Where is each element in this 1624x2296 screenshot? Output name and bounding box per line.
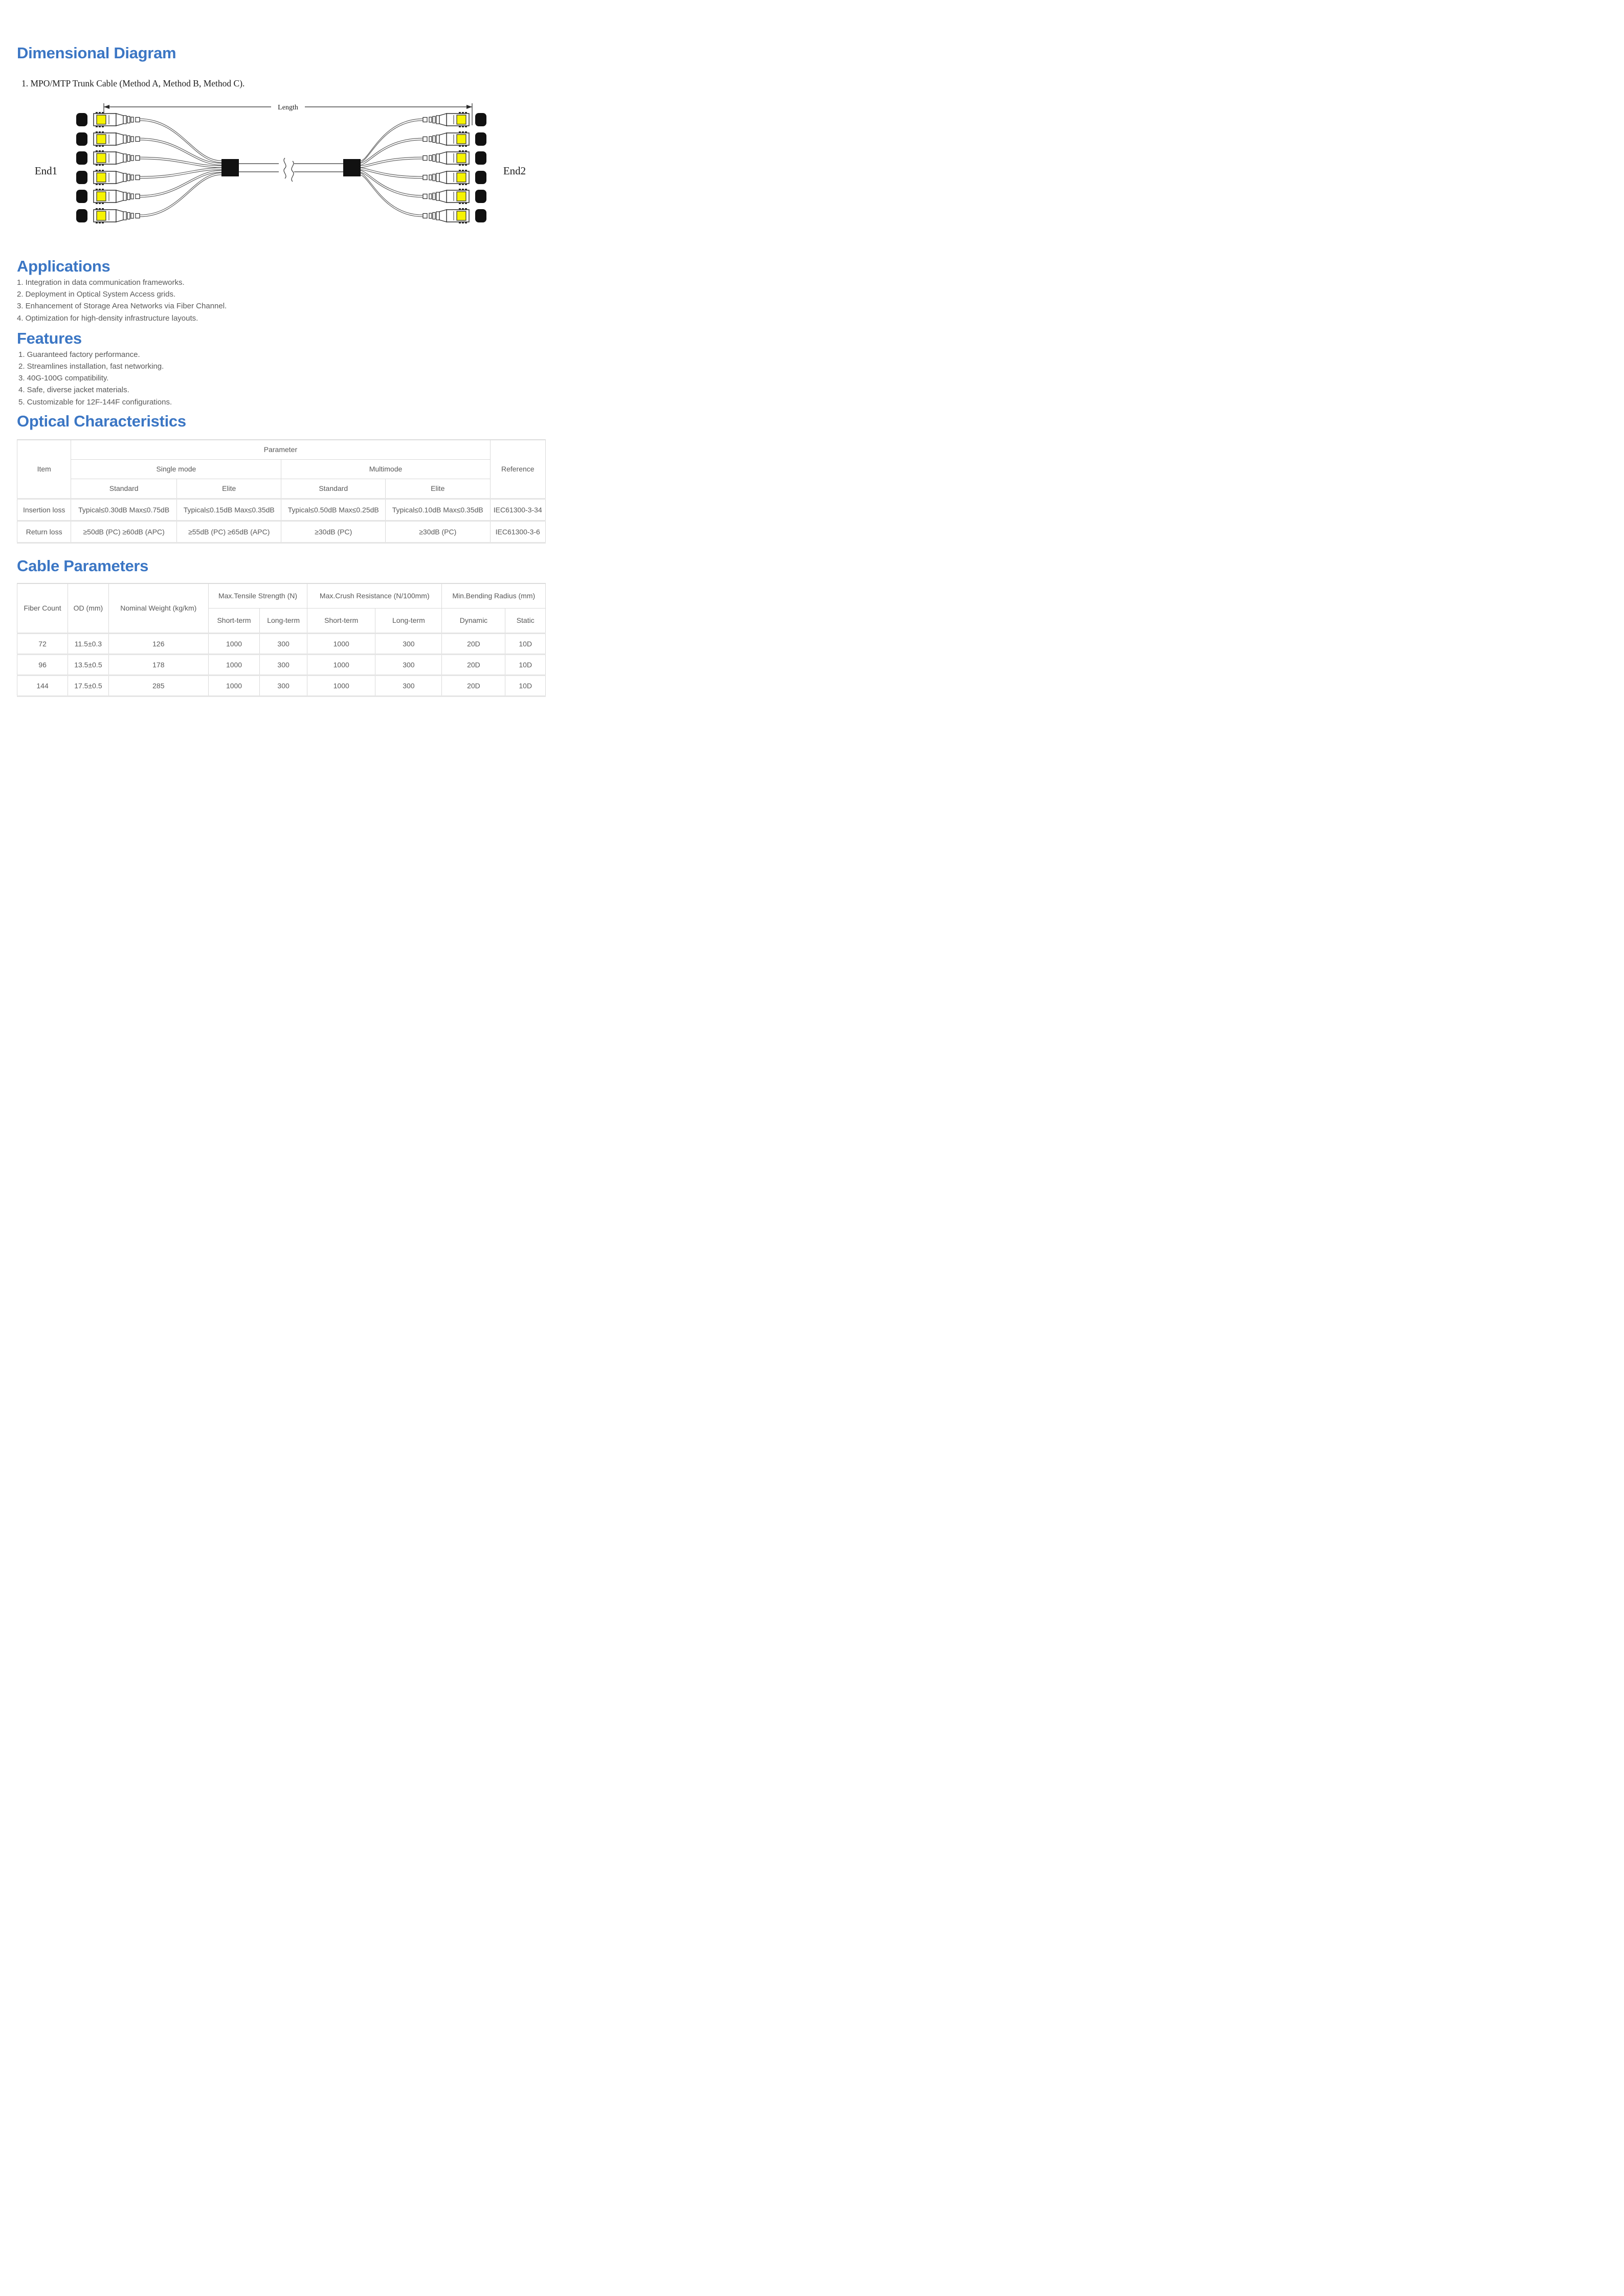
list-item: 1. Guaranteed factory performance. xyxy=(18,350,140,359)
dimension-arrow-right xyxy=(466,105,472,109)
table-cell: 144 xyxy=(17,675,68,696)
breakout-cables-right xyxy=(360,119,423,217)
section-title-features: Features xyxy=(17,329,82,347)
mpo-connector xyxy=(423,131,486,147)
list-item: 3. 40G-100G compatibility. xyxy=(18,374,109,383)
table-cell: 20D xyxy=(442,675,505,696)
optical-characteristics-table xyxy=(17,439,546,544)
table-cell: Typical≤0.50dB Max≤0.25dB xyxy=(281,499,386,521)
table-cell: Typical≤0.30dB Max≤0.75dB xyxy=(71,499,177,521)
list-item: 2. Streamlines installation, fast networking. xyxy=(18,362,164,371)
table-row-insertion-loss xyxy=(17,499,546,521)
col-header-nominal-weight: Nominal Weight (kg/km) xyxy=(108,583,208,634)
section-title-cable-parameters: Cable Parameters xyxy=(17,556,149,575)
list-item: 1. Integration in data communication frameworks. xyxy=(17,278,185,287)
col-header-elite: Elite xyxy=(176,479,281,499)
section-title-optical-characteristics: Optical Characteristics xyxy=(17,412,186,430)
table-cell: 10D xyxy=(505,633,546,654)
table-header-row xyxy=(17,479,546,499)
table-cell: 300 xyxy=(260,675,307,696)
col-header-long-term: Long-term xyxy=(375,608,442,633)
table-cell: 11.5±0.3 xyxy=(68,633,109,654)
table-cell: ≥30dB (PC) xyxy=(385,521,490,543)
trunk-cable-diagram xyxy=(17,101,546,239)
table-cell: 126 xyxy=(108,633,208,654)
section-title-applications: Applications xyxy=(17,257,110,275)
table-cell: 17.5±0.5 xyxy=(68,675,109,696)
table-cell: 10D xyxy=(505,654,546,675)
col-header-bending-radius: Min.Bending Radius (mm) xyxy=(442,583,546,609)
list-item: 4. Optimization for high-density infrastructure layouts. xyxy=(17,313,198,323)
dimension-arrow-left xyxy=(104,105,109,109)
list-item: 3. Enhancement of Storage Area Networks via Fiber Channel. xyxy=(17,302,227,311)
col-header-standard: Standard xyxy=(71,479,177,499)
table-header-row xyxy=(17,440,546,460)
end2-connectors xyxy=(423,112,486,223)
mpo-connector xyxy=(76,170,140,185)
col-header-elite: Elite xyxy=(385,479,490,499)
col-header-crush-resistance: Max.Crush Resistance (N/100mm) xyxy=(307,583,442,609)
breakout-cables-left xyxy=(140,119,221,217)
col-header-long-term: Long-term xyxy=(260,608,307,633)
table-cell: 1000 xyxy=(307,675,375,696)
mpo-connector xyxy=(423,208,486,223)
table-cell: 285 xyxy=(108,675,208,696)
mpo-connector xyxy=(423,170,486,185)
mpo-connector xyxy=(423,189,486,204)
col-header-single-mode: Single mode xyxy=(71,459,281,479)
table-cell: 10D xyxy=(505,675,546,696)
table-cell: 300 xyxy=(260,633,307,654)
mpo-connector xyxy=(76,112,140,127)
table-header-row xyxy=(17,583,546,609)
furcation-block-left xyxy=(221,159,239,176)
table-row xyxy=(17,654,546,675)
col-header-reference: Reference xyxy=(490,440,545,499)
table-cell: 1000 xyxy=(307,633,375,654)
table-cell: Return loss xyxy=(17,521,71,543)
table-cell: ≥55dB (PC) ≥65dB (APC) xyxy=(176,521,281,543)
diagram-caption: 1. MPO/MTP Trunk Cable (Method A, Method B, Method C). xyxy=(21,78,245,88)
table-cell: 300 xyxy=(375,633,442,654)
furcation-block-right xyxy=(343,159,361,176)
table-cell: 300 xyxy=(375,675,442,696)
col-header-dynamic: Dynamic xyxy=(442,608,505,633)
list-item: 5. Customizable for 12F-144F configurations. xyxy=(18,397,172,407)
list-item: 4. Safe, diverse jacket materials. xyxy=(18,386,129,395)
end1-connectors xyxy=(76,112,140,223)
mpo-connector xyxy=(423,112,486,127)
features-list xyxy=(17,349,546,408)
table-cell: 96 xyxy=(17,654,68,675)
col-header-static: Static xyxy=(505,608,546,633)
table-cell: 72 xyxy=(17,633,68,654)
table-cell: 20D xyxy=(442,633,505,654)
table-cell: 1000 xyxy=(307,654,375,675)
datasheet-page xyxy=(0,0,563,840)
table-cell: 20D xyxy=(442,654,505,675)
table-cell: ≥30dB (PC) xyxy=(281,521,386,543)
end1-label: End1 xyxy=(34,165,58,177)
mpo-connector xyxy=(76,189,140,204)
table-row xyxy=(17,675,546,696)
col-header-fiber-count: Fiber Count xyxy=(17,583,68,634)
table-cell: Typical≤0.10dB Max≤0.35dB xyxy=(385,499,490,521)
mpo-connector xyxy=(423,150,486,166)
mpo-connector xyxy=(76,131,140,147)
table-cell: Typical≤0.15dB Max≤0.35dB xyxy=(176,499,281,521)
table-cell: 13.5±0.5 xyxy=(68,654,109,675)
table-cell: 1000 xyxy=(208,633,259,654)
table-cell: ≥50dB (PC) ≥60dB (APC) xyxy=(71,521,177,543)
col-header-short-term: Short-term xyxy=(208,608,259,633)
col-header-standard: Standard xyxy=(281,479,386,499)
table-row xyxy=(17,633,546,654)
col-header-item: Item xyxy=(17,440,71,499)
table-row-return-loss xyxy=(17,521,546,543)
section-title-dimensional-diagram: Dimensional Diagram xyxy=(17,44,176,62)
table-cell: 300 xyxy=(260,654,307,675)
col-header-parameter: Parameter xyxy=(71,440,490,460)
length-label: Length xyxy=(278,104,298,111)
col-header-tensile-strength: Max.Tensile Strength (N) xyxy=(208,583,307,609)
table-cell: 300 xyxy=(375,654,442,675)
end2-label: End2 xyxy=(503,165,526,177)
col-header-short-term: Short-term xyxy=(307,608,375,633)
table-cell: 178 xyxy=(108,654,208,675)
table-cell: 1000 xyxy=(208,675,259,696)
col-header-od: OD (mm) xyxy=(68,583,109,634)
table-header-row xyxy=(17,459,546,479)
table-cell: Insertion loss xyxy=(17,499,71,521)
table-cell: IEC61300-3-6 xyxy=(490,521,545,543)
mpo-connector xyxy=(76,150,140,166)
table-cell: 1000 xyxy=(208,654,259,675)
trunk-cable xyxy=(221,158,361,182)
list-item: 2. Deployment in Optical System Access grids. xyxy=(17,290,176,299)
col-header-multimode: Multimode xyxy=(281,459,490,479)
applications-list xyxy=(17,277,546,324)
mpo-connector xyxy=(76,208,140,223)
cable-parameters-table xyxy=(17,583,546,697)
table-cell: IEC61300-3-34 xyxy=(490,499,545,521)
